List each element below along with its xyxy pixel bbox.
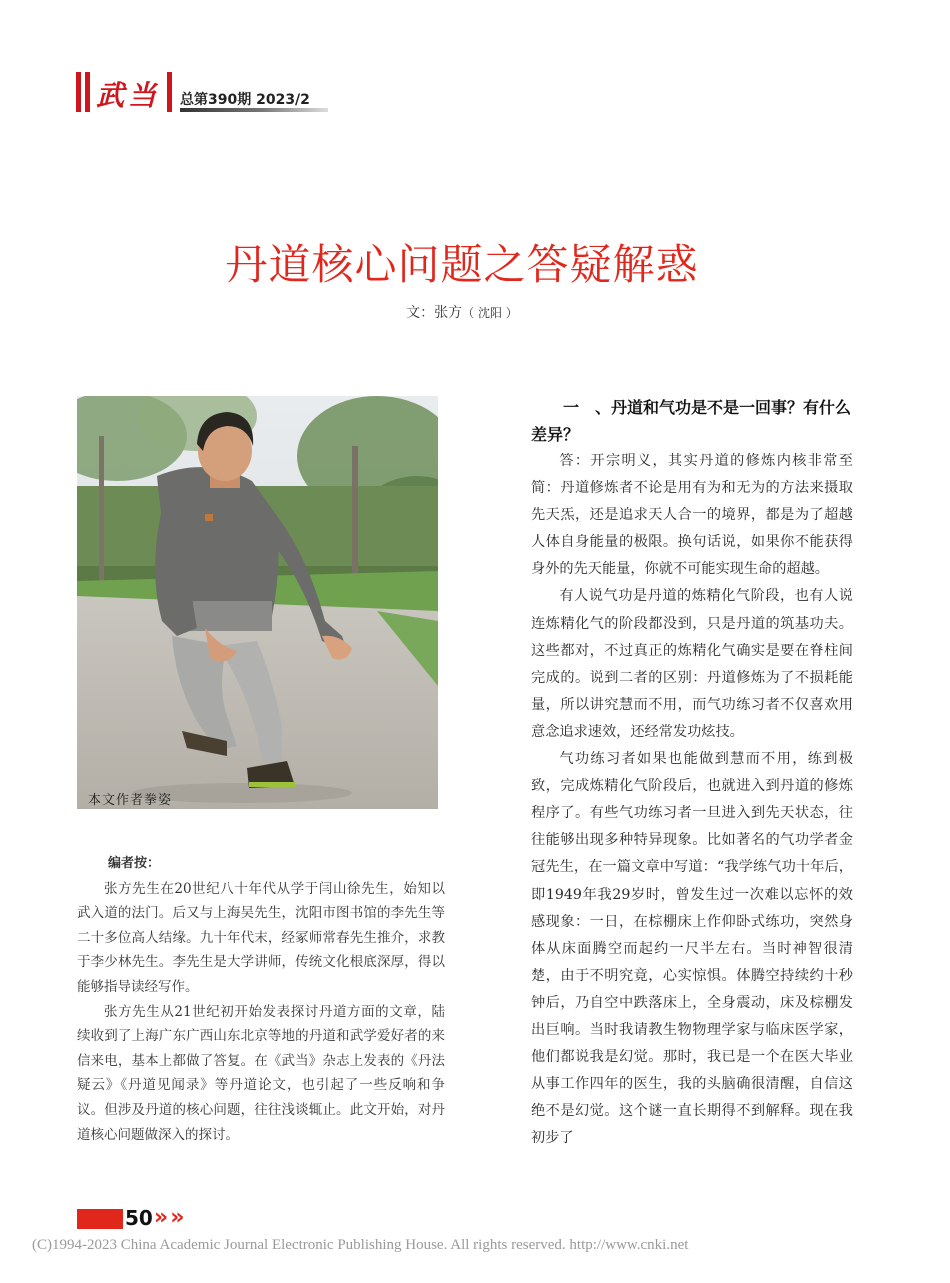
issue-label: 总第390期 2023/2 (180, 92, 310, 108)
photo-caption: 本文作者拳姿 (88, 793, 173, 808)
section-heading: 一 、丹道和气功是不是一回事？有什么差异？ (531, 398, 852, 444)
body-paragraph: 答：开宗明义，其实丹道的修炼内核非常至简：丹道修炼者不论是用有为和无为的方法来摄取先天炁，还是追求天人合一的境界，都是为了超越人体自身能量的极限。换句话说，如果你不能获得身外的先天能量，你就不可能实现生命的超越。 (531, 453, 853, 578)
article-title: 丹道核心问题之答疑解惑 (225, 240, 699, 289)
body-paragraph: 有人说气功是丹道的炼精化气阶段，也有人说连炼精化气的阶段都没到，只是丹道的筑基功夫。这些都对，不过真正的炼精化气确实是要在脊柱间完成的。说到二者的区别：丹道修炼为了不损耗能量，所以讲究慧而不用，而气功练习者不仅喜欢用意念追求速效，还经常发功炫技。 (531, 588, 853, 740)
header-bar-left-2 (85, 72, 90, 112)
editor-note-heading: 编者按： (108, 856, 161, 871)
body-paragraph: 气功练习者如果也能做到慧而不用，练到极致，完成炼精化气阶段后，也就进入到丹道的修炼程序了。有些气功练习者一旦进入到先天状态，往往能够出现多种特异现象。比如著名的气功学者金冠先生，在一篇文章中写道：“我学练气功十年后，即1949年我29岁时，曾发生过一次难以忘怀的效感现象：一日，在棕棚床上作仰卧式练功，突然身体从床面腾空而起约一尺半左右。当时神智很清楚，由于不明究竟，心实惊惧。体腾空持续约十秒钟后，乃自空中跌落床上，全身震动，床及棕棚发出巨响。当时我请教生物物理学家与临床医学家，他们都说我是幻觉。那时，我已是一个在医大毕业从事工作四年的医生，我的头脑确很清醒，自信这绝不是幻觉。这个谜一直长期得不到解释。现在我初步了 (531, 751, 853, 1147)
author-city: （ 沈阳 ） (462, 306, 518, 320)
photo-illustration (77, 396, 438, 809)
author: 文：张方 (406, 305, 463, 321)
author-photo (77, 396, 438, 809)
header-bar-left (76, 72, 81, 112)
editor-note (77, 852, 445, 1147)
editor-note-paragraph: 张方先生从21世纪初开始发表探讨丹道方面的文章，陆续收到了上海广东广西山东北京等地的丹道和武学爱好者的来信来电，基本上都做了答复。在《武当》杂志上发表的《丹法疑云》《丹道见闻录》等丹道论文，也引起了一些反响和争议。但涉及丹道的核心问题，往往浅谈辄止。此文开始，对丹道核心问题做深入的探讨。 (77, 1003, 445, 1143)
page-number-block (77, 1206, 197, 1232)
header-bar-right (167, 72, 172, 112)
editor-note-paragraph: 张方先生在20世纪八十年代从学于闫山徐先生，始知以武入道的法门。后又与上海吴先生，沈阳市图书馆的李先生等二十多位高人结缘。九十年代末，经冢师常春先生推介，求教于李少林先生。李先生是大学讲师，传统文化根底深厚，得以能够指导读经写作。 (77, 880, 445, 995)
copyright-notice: (C)1994-2023 China Academic Journal Electronic Publishing House. All rights reserved. http://www.cnki.net (32, 1237, 689, 1253)
magazine-header (76, 72, 336, 114)
double-chevron-right-icon: » » (154, 1205, 179, 1230)
magazine-logo: 武当 (96, 79, 161, 112)
issue-underline (180, 108, 328, 112)
byline (0, 302, 924, 322)
article-body (531, 394, 853, 1152)
page-number-bar (77, 1209, 123, 1229)
page-number: 50 (125, 1206, 153, 1230)
